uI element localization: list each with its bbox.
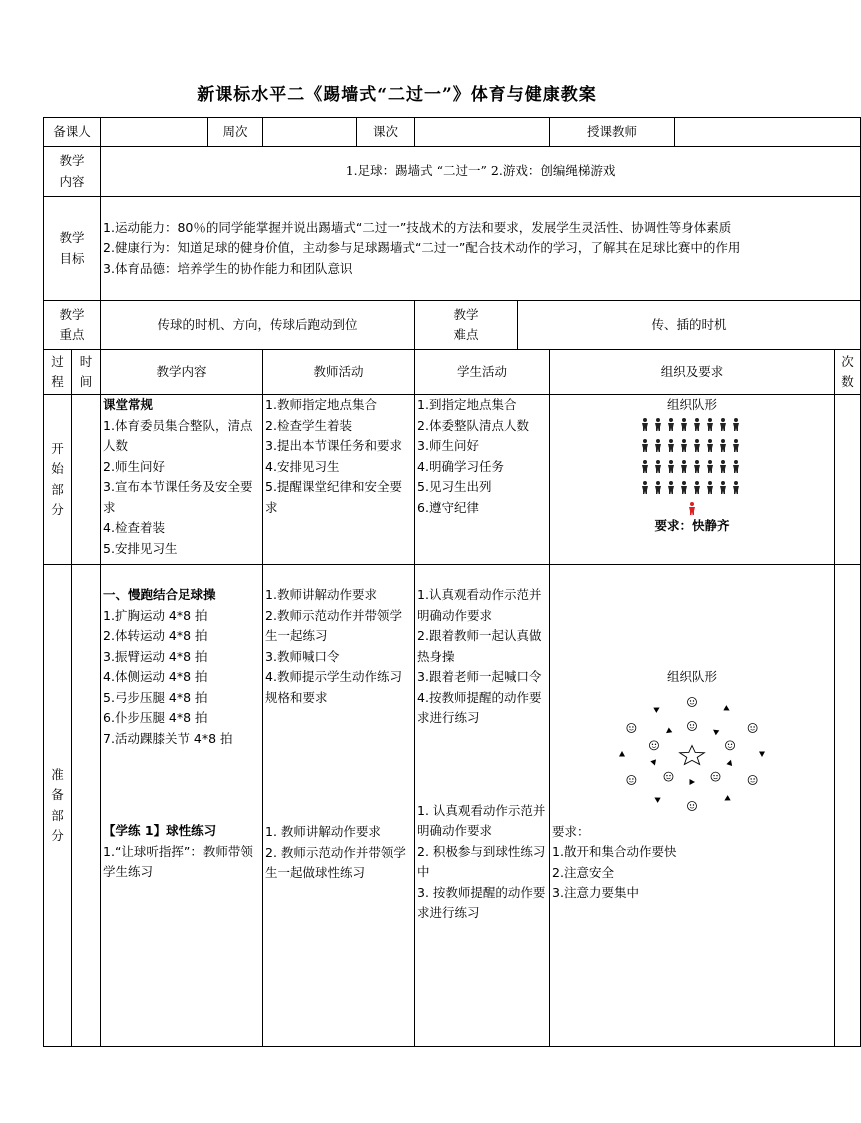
direction-arrow-icon xyxy=(653,794,661,802)
lesson-plan-table xyxy=(43,117,861,1047)
list-item: 1.到指定地点集合 xyxy=(417,397,517,412)
student-figure-icon xyxy=(681,418,687,431)
prep-section-label: 准 备 部 分 xyxy=(44,565,72,1047)
student-face-icon xyxy=(627,723,636,732)
teacher-value xyxy=(675,118,861,147)
student-figure-icon xyxy=(681,460,687,473)
student-figure-icon xyxy=(681,439,687,452)
goals-row xyxy=(44,197,861,301)
student-figure-icon xyxy=(733,418,739,431)
col-org: 组织及要求 xyxy=(550,350,835,395)
list-item: 1.扩胸运动 4*8 拍 xyxy=(103,607,208,623)
direction-arrow-icon xyxy=(723,795,731,803)
prep-teacher xyxy=(263,565,415,1047)
list-item: 3.教师喊口令 xyxy=(265,648,340,664)
direction-arrow-icon xyxy=(650,759,657,766)
prep-label: 备课人 xyxy=(44,118,101,147)
direction-arrow-icon xyxy=(726,758,733,765)
difficulty-label: 教学 难点 xyxy=(415,301,518,350)
lesson-label: 课次 xyxy=(357,118,415,147)
student-figure-icon xyxy=(655,460,661,473)
student-figure-icon xyxy=(733,439,739,452)
col-student: 学生活动 xyxy=(415,350,550,395)
student-face-icon xyxy=(688,721,697,730)
week-label: 周次 xyxy=(208,118,263,147)
list-item: 3.注意力要集中 xyxy=(552,885,639,900)
start-teacher xyxy=(263,395,415,565)
student-figure-icon xyxy=(668,460,674,473)
list-item: 1.体育委员集合整队，清点人数 xyxy=(103,417,253,453)
student-figure-icon xyxy=(694,439,700,452)
org-title: 组织队形 xyxy=(667,669,718,684)
student-figure-icon xyxy=(707,460,713,473)
student-face-icon xyxy=(748,723,757,732)
list-item: 1. 教师讲解动作要求 xyxy=(265,824,381,839)
list-item: 2.体转运动 4*8 拍 xyxy=(103,628,208,643)
student-figure-icon xyxy=(642,439,648,452)
direction-arrow-icon xyxy=(711,727,719,735)
goal-item: 1.运动能力：80％的同学能掌握并说出踢墙式“二过一”技战术的方法和要求，发展学生灵活性、协调性等身体素质 xyxy=(103,219,732,235)
prep-time xyxy=(72,565,101,1047)
header-row xyxy=(44,118,861,147)
list-item: 2. 积极参与到球性练习中 xyxy=(417,843,546,879)
list-item: 1.“让球听指挥”：教师带领学生练习 xyxy=(103,843,253,879)
student-face-icon xyxy=(688,801,697,810)
formation-grid xyxy=(637,416,747,516)
student-figure-icon xyxy=(642,460,648,473)
teacher-star-icon xyxy=(680,745,705,764)
student-figure-icon xyxy=(720,418,726,431)
student-figure-icon xyxy=(733,460,739,473)
col-content: 教学内容 xyxy=(101,350,263,395)
list-item: 7.活动踝膝关节 4*8 拍 xyxy=(103,730,233,746)
list-item: 2.注意安全 xyxy=(552,864,614,880)
list-item: 4.安排见习生 xyxy=(265,458,340,474)
goals-text xyxy=(101,197,861,301)
list-item: 2.师生问好 xyxy=(103,458,165,474)
list-item: 3.跟着老师一起喊口令 xyxy=(417,669,542,684)
student-face-icon xyxy=(650,740,659,749)
goal-item: 2.健康行为：知道足球的健身价值，主动参与足球踢墙式“二过一”配合技术动作的学习，了解其在足球比赛中的作用 xyxy=(103,240,741,256)
list-item: 3.师生问好 xyxy=(417,438,479,453)
content-text: 1.足球：踢墙式 “二过一” 2.游戏：创编绳梯游戏 xyxy=(101,147,861,197)
lesson-value xyxy=(415,118,550,147)
direction-arrow-icon xyxy=(690,779,696,785)
list-item: 1. 认真观看动作示范并明确动作要求 xyxy=(417,802,546,838)
list-item: 3.振臂运动 4*8 拍 xyxy=(103,648,208,664)
page-title: 新课标水平二《踢墙式“二过一”》体育与健康教案 xyxy=(197,85,597,105)
column-header-row xyxy=(44,350,861,395)
goals-label: 教学 目标 xyxy=(44,197,101,301)
student-figure-icon xyxy=(733,481,739,494)
prep-student xyxy=(415,565,550,1047)
student-figure-icon xyxy=(707,481,713,494)
teacher-label: 授课教师 xyxy=(550,118,675,147)
start-time xyxy=(72,395,101,565)
start-student xyxy=(415,395,550,565)
student-figure-icon xyxy=(668,439,674,452)
list-item: 5.见习生出列 xyxy=(417,479,492,494)
prep-value xyxy=(101,118,208,147)
org-title: 组织队形 xyxy=(667,397,718,412)
list-item: 1.教师讲解动作要求 xyxy=(265,587,377,602)
list-item: 5.弓步压腿 4*8 拍 xyxy=(103,689,208,705)
key-row xyxy=(44,301,861,350)
week-value xyxy=(263,118,357,147)
list-item: 2.体委整队清点人数 xyxy=(417,417,529,433)
list-item: 2. 教师示范动作并带领学生一起做球性练习 xyxy=(265,844,406,880)
student-figure-icon xyxy=(694,460,700,473)
difficulty-text: 传、插的时机 xyxy=(518,301,861,350)
list-item: 1.散开和集合动作要快 xyxy=(552,844,677,859)
list-item: 1.认真观看动作示范并明确动作要求 xyxy=(417,587,542,623)
student-face-icon xyxy=(748,775,757,784)
direction-arrow-icon xyxy=(653,704,661,712)
col-count: 次 数 xyxy=(835,350,861,395)
student-face-icon xyxy=(726,740,735,749)
list-item: 4.教师提示学生动作练习规格和要求 xyxy=(265,669,402,705)
student-figure-icon xyxy=(655,481,661,494)
student-figure-icon xyxy=(655,418,661,431)
student-figure-icon xyxy=(668,481,674,494)
list-item: 3.宣布本节课任务及安全要求 xyxy=(103,479,253,515)
direction-arrow-icon xyxy=(664,727,672,735)
student-figure-icon xyxy=(681,481,687,494)
start-content xyxy=(101,395,263,565)
student-figure-icon xyxy=(707,439,713,452)
student-figure-icon xyxy=(668,418,674,431)
student-face-icon xyxy=(688,697,697,706)
key-text: 传球的时机、方向，传球后跑动到位 xyxy=(101,301,415,350)
student-figure-icon xyxy=(720,439,726,452)
list-item: 3.提出本节课任务和要求 xyxy=(265,438,402,453)
student-figure-icon xyxy=(694,418,700,431)
org-requirement: 要求：快静齐 xyxy=(654,517,730,533)
list-item: 4.体侧运动 4*8 拍 xyxy=(103,669,208,684)
prep-content xyxy=(101,565,263,1047)
direction-arrow-icon xyxy=(759,751,765,757)
list-item: 6.遵守纪律 xyxy=(417,499,479,515)
prep-section-row xyxy=(44,565,861,1047)
part2-title: 【学练 1】球性练习 xyxy=(103,823,217,838)
list-item: 4.检查着装 xyxy=(103,520,165,535)
start-section-label: 开 始 部 分 xyxy=(44,395,72,565)
student-figure-icon xyxy=(694,481,700,494)
start-org xyxy=(550,395,835,565)
col-teacher: 教师活动 xyxy=(263,350,415,395)
start-content-title: 课堂常规 xyxy=(103,397,154,412)
col-time: 时 间 xyxy=(72,350,101,395)
list-item: 2.跟着教师一起认真做热身操 xyxy=(417,628,542,664)
part1-title: 一、慢跑结合足球操 xyxy=(103,587,216,602)
teacher-figure-icon xyxy=(689,502,695,515)
start-count xyxy=(835,395,861,565)
student-face-icon xyxy=(627,775,636,784)
student-figure-icon xyxy=(642,481,648,494)
prep-count xyxy=(835,565,861,1047)
direction-arrow-icon xyxy=(619,751,625,757)
student-figure-icon xyxy=(720,460,726,473)
student-figure-icon xyxy=(642,418,648,431)
org-req-title: 要求： xyxy=(552,823,590,839)
direction-arrow-icon xyxy=(723,705,731,713)
student-figure-icon xyxy=(720,481,726,494)
list-item: 4.明确学习任务 xyxy=(417,458,504,474)
content-label: 教学 内容 xyxy=(44,147,101,197)
list-item: 5.安排见习生 xyxy=(103,540,178,556)
list-item: 3. 按教师提醒的动作要求进行练习 xyxy=(417,884,546,920)
goal-item: 3.体育品德：培养学生的协作能力和团队意识 xyxy=(103,260,353,276)
key-label: 教学 重点 xyxy=(44,301,101,350)
col-process: 过 程 xyxy=(44,350,72,395)
student-figure-icon xyxy=(707,418,713,431)
circle-formation xyxy=(612,692,772,822)
list-item: 5.提醒课堂纪律和安全要求 xyxy=(265,479,402,515)
student-face-icon xyxy=(711,772,720,781)
start-section-row xyxy=(44,395,861,565)
list-item: 6.仆步压腿 4*8 拍 xyxy=(103,710,208,725)
list-item: 2.教师示范动作并带领学生一起练习 xyxy=(265,607,402,643)
list-item: 1.教师指定地点集合 xyxy=(265,397,377,412)
list-item: 4.按教师提醒的动作要求进行练习 xyxy=(417,689,542,725)
student-figure-icon xyxy=(655,439,661,452)
student-face-icon xyxy=(664,772,673,781)
content-row xyxy=(44,147,861,197)
list-item: 2.检查学生着装 xyxy=(265,417,352,433)
prep-org xyxy=(550,565,835,1047)
